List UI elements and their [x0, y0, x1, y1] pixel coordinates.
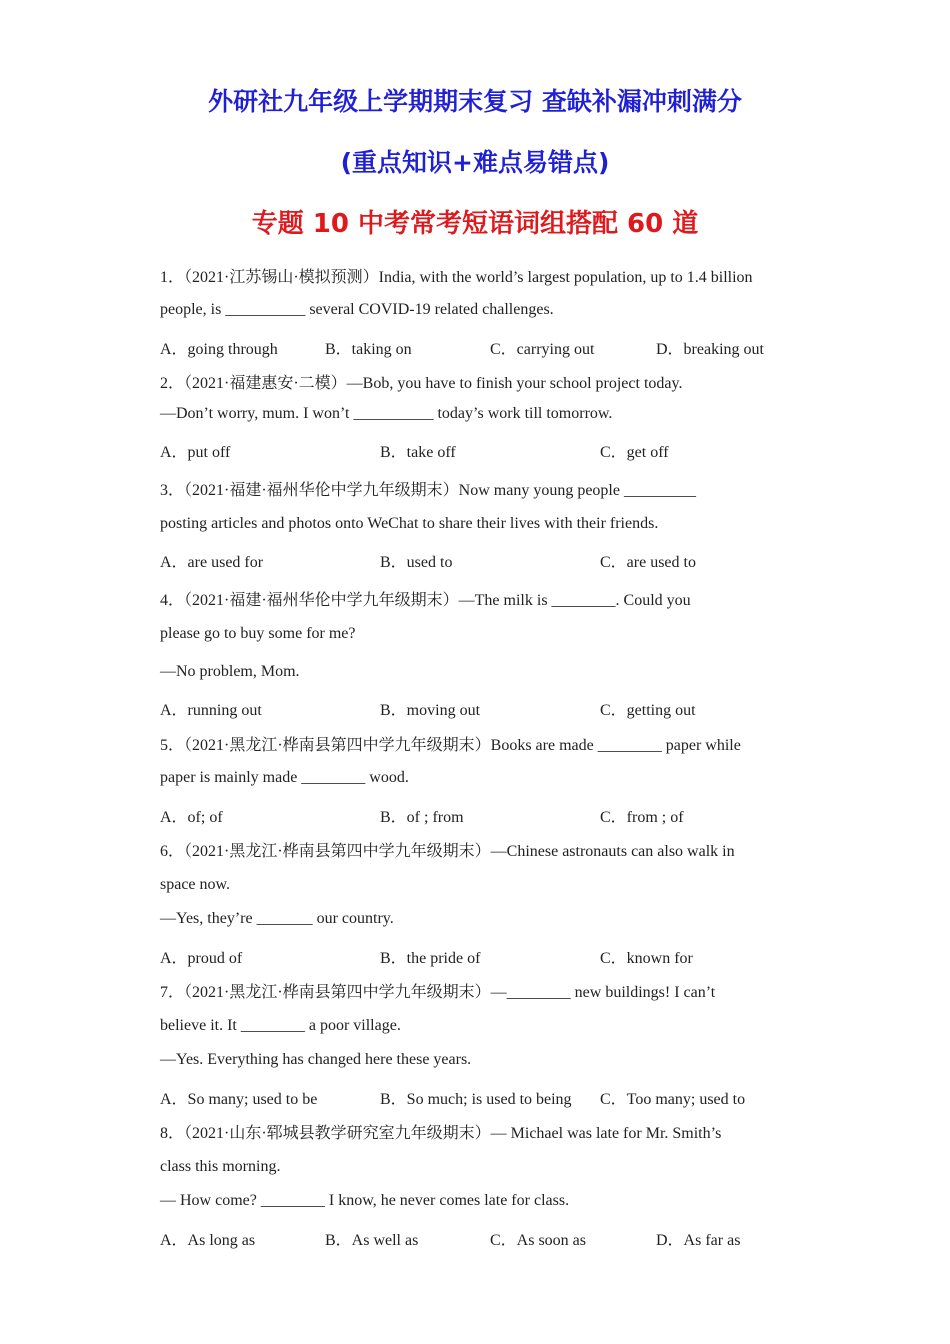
question-7-line-3: —Yes. Everything has changed here these years.: [160, 1051, 472, 1068]
question-4-option-c: C．getting out: [600, 702, 696, 719]
question-8-option-d: D．As far as: [656, 1232, 741, 1249]
question-6-line-3: —Yes, they’re _______ our country.: [160, 910, 394, 927]
question-8-option-c: C．As soon as: [490, 1232, 587, 1249]
question-8-line-2: class this morning.: [160, 1158, 281, 1175]
question-6-option-b: B．the pride of: [380, 950, 481, 967]
question-5-option-a: A．of; of: [160, 809, 223, 826]
question-7-line-1: 7．（2021·黑龙江·桦南县第四中学九年级期末）—________ new buildings! I can’t: [160, 984, 716, 1001]
question-1-option-d: D．breaking out: [656, 341, 764, 358]
question-3-line-2: posting articles and photos onto WeChat to share their lives with their friends.: [160, 515, 659, 532]
question-3-option-b: B．used to: [380, 554, 453, 571]
question-2-option-a: A．put off: [160, 444, 231, 461]
question-8-line-1: 8．（2021·山东·郓城县教学研究室九年级期末）— Michael was late for Mr. Smith’s: [160, 1125, 722, 1142]
question-2-option-b: B．take off: [380, 444, 456, 461]
question-1-line-1: 1．（2021·江苏锡山·模拟预测）India, with the world’s largest population, up to 1.4 billion: [160, 269, 753, 286]
question-3-option-a: A．are used for: [160, 554, 264, 571]
title-line-2: (重点知识+难点易错点): [340, 148, 610, 177]
question-3-option-c: C．are used to: [600, 554, 696, 571]
question-5-option-b: B．of ; from: [380, 809, 464, 826]
question-6-option-a: A．proud of: [160, 950, 243, 967]
question-4-line-1: 4．（2021·福建·福州华伦中学九年级期末）—The milk is ________. Could you: [160, 592, 691, 609]
question-4-option-b: B．moving out: [380, 702, 481, 719]
question-8-option-a: A．As long as: [160, 1232, 256, 1249]
question-8-line-3: — How come? ________ I know, he never comes late for class.: [160, 1192, 570, 1209]
question-7-option-b: B．So much; is used to being: [380, 1091, 572, 1108]
title-line-1: 外研社九年级上学期期末复习 查缺补漏冲刺满分: [208, 87, 742, 116]
question-2-line-2: —Don’t worry, mum. I won’t __________ today’s work till tomorrow.: [160, 405, 613, 422]
question-5-option-c: C．from ; of: [600, 809, 684, 826]
question-4-line-3: —No problem, Mom.: [160, 663, 300, 680]
question-6-line-2: space now.: [160, 876, 231, 893]
question-1-option-c: C．carrying out: [490, 341, 595, 358]
question-8-option-b: B．As well as: [325, 1232, 419, 1249]
question-1-option-b: B．taking on: [325, 341, 412, 358]
question-2-option-c: C．get off: [600, 444, 669, 461]
question-4-option-a: A．running out: [160, 702, 262, 719]
question-7-line-2: believe it. It ________ a poor village.: [160, 1017, 401, 1034]
question-1-line-2: people, is __________ several COVID-19 related challenges.: [160, 301, 554, 318]
question-5-line-1: 5．（2021·黑龙江·桦南县第四中学九年级期末）Books are made ________ paper while: [160, 737, 741, 754]
question-6-option-c: C．known for: [600, 950, 693, 967]
question-7-option-c: C．Too many; used to: [600, 1091, 746, 1108]
question-4-line-2: please go to buy some for me?: [160, 625, 356, 642]
title-line-3: 专题 10 中考常考短语词组搭配 60 道: [251, 209, 699, 239]
question-5-line-2: paper is mainly made ________ wood.: [160, 769, 409, 786]
question-3-line-1: 3．（2021·福建·福州华伦中学九年级期末）Now many young people _________: [160, 482, 696, 499]
question-7-option-a: A．So many; used to be: [160, 1091, 318, 1108]
question-6-line-1: 6．（2021·黑龙江·桦南县第四中学九年级期末）—Chinese astronauts can also walk in: [160, 843, 735, 860]
question-2-line-1: 2．（2021·福建惠安·二模）—Bob, you have to finish your school project today.: [160, 375, 683, 392]
question-1-option-a: A．going through: [160, 341, 278, 358]
